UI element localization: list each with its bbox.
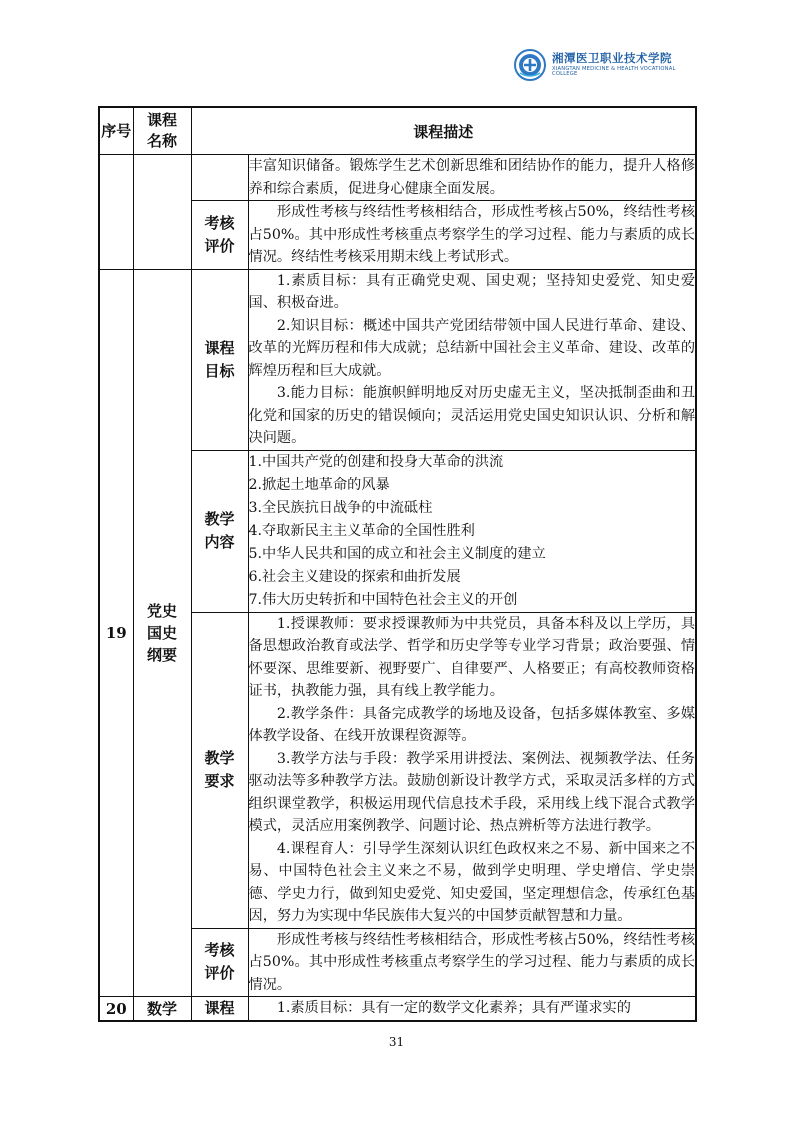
content-item: 4.夺取新民主主义革命的全国性胜利 <box>248 522 475 539</box>
requirement-item: 1.授课教师：要求授课教师为中共党员，具备本科及以上学历，具备思想政治教育或法学、哲学和历史学等专业学习背景；政治要强、情怀要深、思维要新、视野要广、自律要严、人格要正；有高校教师资格证书，执教能力强，具有线上教学能力。 <box>248 615 696 699</box>
course-requirements <box>248 612 696 928</box>
section-label-assessment: 考核评价 <box>191 201 248 270</box>
section-label-goals: 课程 <box>191 997 248 1022</box>
requirement-item: 2.教学条件：具备完成教学的场地及设备，包括多媒体教室、多媒体教学设备、在线开放课程资源等。 <box>248 705 696 744</box>
content-item: 3.全民族抗日战争的中流砥柱 <box>248 499 433 516</box>
cell-section-prev <box>191 155 248 201</box>
section-label-requirements: 教学要求 <box>191 612 248 928</box>
course-number: 19 <box>99 269 133 997</box>
course-assessment: 形成性考核与终结性考核相结合，形成性考核占50%，终结性考核占50%。其中形成性考核重点考察学生的学习过程、能力与素质的成长情况。 <box>248 928 696 997</box>
course-name: 党史国史纲要 <box>133 269 191 997</box>
goal-item: 3.能力目标：能旗帜鲜明地反对历史虚无主义，坚决抵制歪曲和丑化党和国家的历史的错误倾向；灵活运用党史国史知识认识、分析和解决问题。 <box>248 385 696 446</box>
table-header-row <box>99 107 696 155</box>
prev-continuation-text: 丰富知识储备。锻炼学生艺术创新思维和团结协作的能力，提升人格修养和综合素质，促进身心健康全面发展。 <box>248 155 696 201</box>
section-label-content: 教学内容 <box>191 450 248 612</box>
course-goals-first-line: 1.素质目标：具有一定的数学文化素养；具有严谨求实的 <box>248 997 696 1022</box>
content-item: 5.中华人民共和国的成立和社会主义制度的建立 <box>248 545 546 562</box>
requirement-item: 3.教学方法与手段：教学采用讲授法、案例法、视频教学法、任务驱动法等多种教学方法。鼓励创新设计教学方式，采取灵活多样的方式组织课堂教学，积极运用现代信息技术手段，采用线上线下混合式教学模式，灵活应用案例教学、问题讨论、热点辨析等方法进行教学。 <box>248 750 696 834</box>
cell-no-prev <box>99 155 133 270</box>
content-item: 1.中国共产党的创建和投身大革命的洪流 <box>248 453 504 470</box>
goal-item: 1.素质目标：具有正确党史观、国史观；坚持知史爱党、知史爱国、积极奋进。 <box>248 272 696 311</box>
college-emblem-icon <box>514 49 546 81</box>
prev-assessment-text: 形成性考核与终结性考核相结合，形成性考核占50%，终结性考核占50%。其中形成性考核重点考察学生的学习过程、能力与素质的成长情况。终结性考核采用期末线上考试形式。 <box>248 201 696 270</box>
cell-name-prev <box>133 155 191 270</box>
table-row <box>99 997 696 1022</box>
college-name-en: XIANGTAN MEDICINE & HEALTH VOCATIONAL COLLEGE <box>552 66 676 78</box>
table-row <box>99 155 696 201</box>
course-table <box>98 106 697 1022</box>
section-label-assessment: 考核评价 <box>191 928 248 997</box>
course-goals <box>248 269 696 450</box>
course-contents <box>248 450 696 612</box>
requirement-item: 4.课程育人：引导学生深刻认识红色政权来之不易、新中国来之不易、中国特色社会主义来之不易，做到学史明理、学史增信、学史崇德、学史力行，做到知史爱党、知史爱国，坚定理想信念，传承红色基因，努力为实现中华民族伟大复兴的中国梦贡献智慧和力量。 <box>248 840 696 924</box>
course-name: 数学 <box>133 997 191 1022</box>
college-name-cn: 湘潭医卫职业技术学院 <box>552 50 672 65</box>
content-item: 2.掀起土地革命的风暴 <box>248 476 390 493</box>
header-course-desc: 课程描述 <box>191 107 696 155</box>
section-label-goals: 课程目标 <box>191 269 248 450</box>
goal-item: 2.知识目标：概述中国共产党团结带领中国人民进行革命、建设、改革的光辉历程和伟大成就；总结新中国社会主义革命、建设、改革的辉煌历程和巨大成就。 <box>248 317 696 379</box>
header-no: 序号 <box>99 107 133 155</box>
content-item: 7.伟大历史转折和中国特色社会主义的开创 <box>248 591 518 608</box>
page-number: 31 <box>388 1035 405 1049</box>
course-number: 20 <box>99 997 133 1022</box>
header-course-name: 课程名称 <box>133 107 191 155</box>
table-row <box>99 269 696 450</box>
college-logo <box>514 45 700 85</box>
content-item: 6.社会主义建设的探索和曲折发展 <box>248 568 461 585</box>
